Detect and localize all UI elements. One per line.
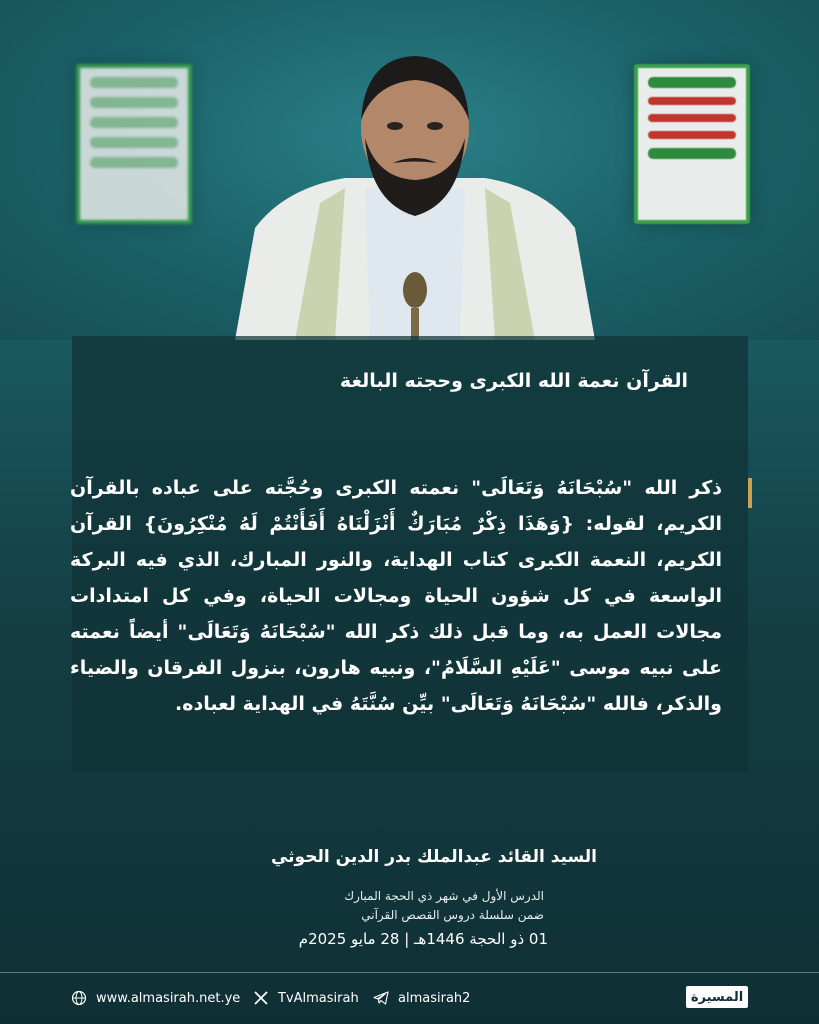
x-logo-icon [252, 989, 270, 1007]
accent-bar [748, 478, 752, 508]
telegram-icon [372, 989, 390, 1007]
wall-banner-left [76, 64, 192, 224]
twitter-handle: TvAlmasirah [278, 990, 359, 1006]
lesson-line-2: ضمن سلسلة دروس القصص القرآني [361, 908, 544, 922]
date-line: 01 ذو الحجة 1446هـ | 28 مايو 2025م [298, 930, 548, 948]
telegram-handle: almasirah2 [398, 990, 471, 1006]
footer-website[interactable] [70, 986, 240, 1010]
almasirah-logo: المسيرة [686, 986, 748, 1008]
footer-divider [0, 972, 819, 973]
speaker-name: السيد القائد عبدالملك بدر الدين الحوثي [270, 847, 597, 867]
lesson-line-1: الدرس الأول في شهر ذي الحجة المبارك [344, 889, 544, 903]
website-text: www.almasirah.net.ye [96, 990, 241, 1006]
globe-icon [70, 989, 88, 1007]
footer-telegram[interactable] [372, 986, 470, 1010]
hero-photo-area [0, 0, 819, 340]
footer-twitter[interactable] [252, 986, 359, 1010]
quote-title: القرآن نعمة الله الكبرى وحجته البالغة [339, 370, 688, 392]
speaker-portrait [225, 28, 605, 340]
quote-body: ذكر الله "سُبْحَانَهُ وَتَعَالَى" نعمته الكبرى وحُجَّته على عباده بالقرآن الكريم، لقوله: {وَهَذَا ذِكْرٌ مُبَارَكٌ أَنْزَلْنَاهُ أَفَأَنْتُمْ لَهُ مُنْكِرُونَ} القرآن الكريم، النعمة الكبرى كتاب الهداية، والنور المبارك، الذي فيه البركة الواسعة في كل شؤون الحياة ومجالات الحياة، وفي كل امتدادات مجالات العمل به، وما قبل ذلك ذكر الله "سُبْحَانَهُ وَتَعَالَى" أيضاً نعمته على نبيه موسى "عَلَيْهِ السَّلَامُ"، ونبيه هارون، بنزول الفرقان والضياء والذكر، فالله "سُبْحَانَهُ وَتَعَالَى" بيِّن سُنَّتَهُ في الهداية لعباده. [70, 477, 722, 715]
slogan-banner-right [634, 64, 750, 224]
